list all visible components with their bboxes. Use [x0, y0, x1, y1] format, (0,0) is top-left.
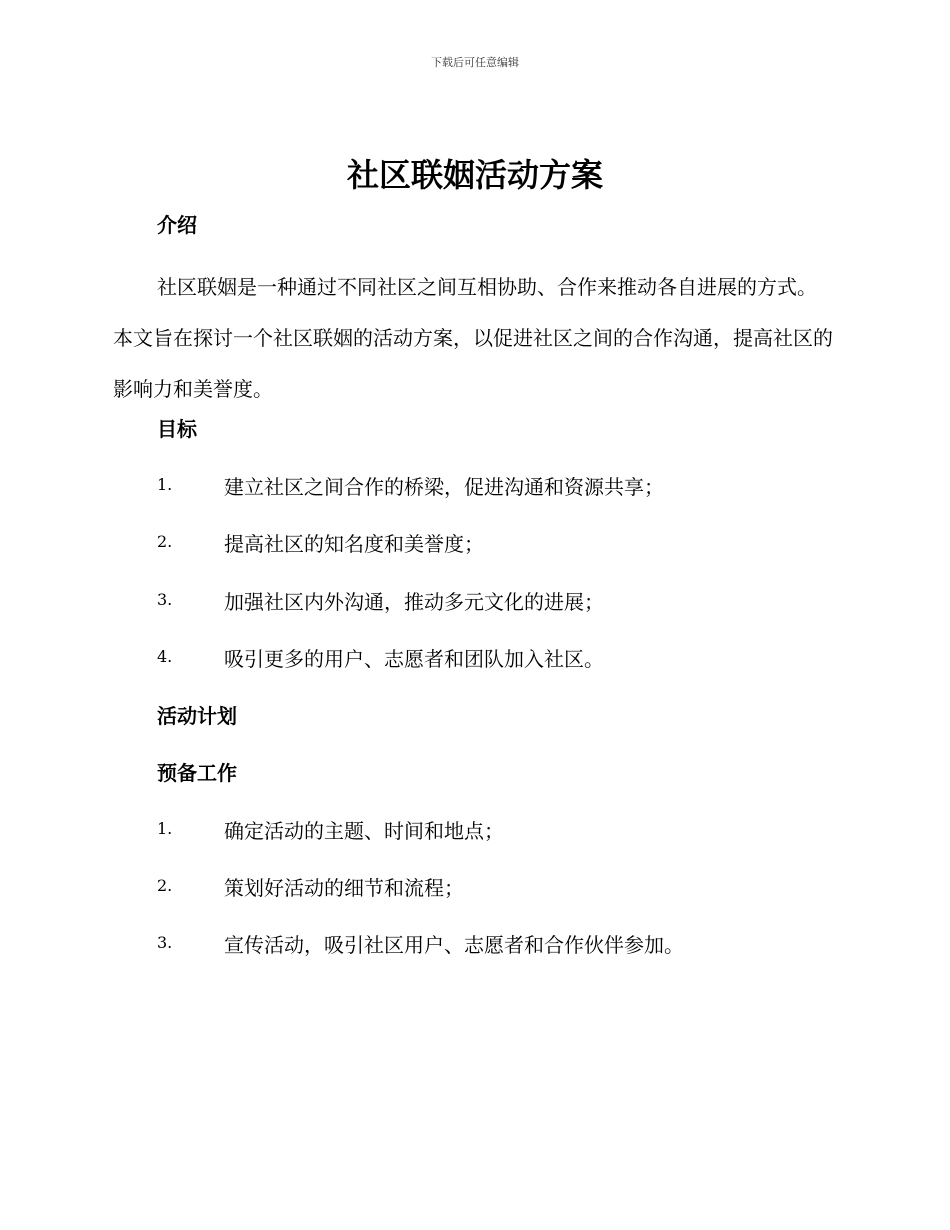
prep-item-3: [157, 929, 857, 961]
list-number: 3.: [157, 933, 173, 952]
list-number: 1.: [157, 819, 173, 838]
goal-item-3: [157, 586, 857, 618]
prep-item-1: [157, 815, 857, 847]
list-text: 吸引更多的用户、志愿者和团队加入社区。: [224, 647, 604, 671]
goal-item-1: [157, 471, 857, 503]
list-number: 1.: [157, 475, 173, 494]
list-number: 2.: [157, 876, 173, 895]
heading-goals: 目标: [157, 417, 197, 441]
list-number: 4.: [157, 647, 173, 666]
prep-item-2: [157, 872, 857, 904]
list-number: 3.: [157, 590, 173, 609]
document-title: 社区联姻活动方案: [346, 156, 603, 194]
list-number: 2.: [157, 532, 173, 551]
heading-prep: 预备工作: [157, 761, 237, 785]
list-text: 提高社区的知名度和美誉度；: [224, 532, 484, 556]
goal-item-4: [157, 643, 857, 675]
list-text: 加强社区内外沟通，推动多元文化的进展；: [224, 590, 604, 614]
list-text: 确定活动的主题、时间和地点；: [224, 819, 504, 843]
heading-plan: 活动计划: [157, 704, 237, 728]
list-text: 宣传活动，吸引社区用户、志愿者和合作伙伴参加。: [224, 933, 684, 957]
heading-intro: 介绍: [157, 213, 197, 237]
intro-paragraph: 社区联姻是一种通过不同社区之间互相协助、合作来推动各自进展的方式。本文旨在探讨一个社区联姻的活动方案，以促进社区之间的合作沟通，提高社区的影响力和美誉度。: [113, 275, 833, 401]
page-header-note: 下载后可任意编辑: [431, 56, 519, 69]
goal-item-2: [157, 528, 857, 560]
list-text: 策划好活动的细节和流程；: [224, 876, 464, 900]
list-text: 建立社区之间合作的桥梁，促进沟通和资源共享；: [224, 475, 664, 499]
